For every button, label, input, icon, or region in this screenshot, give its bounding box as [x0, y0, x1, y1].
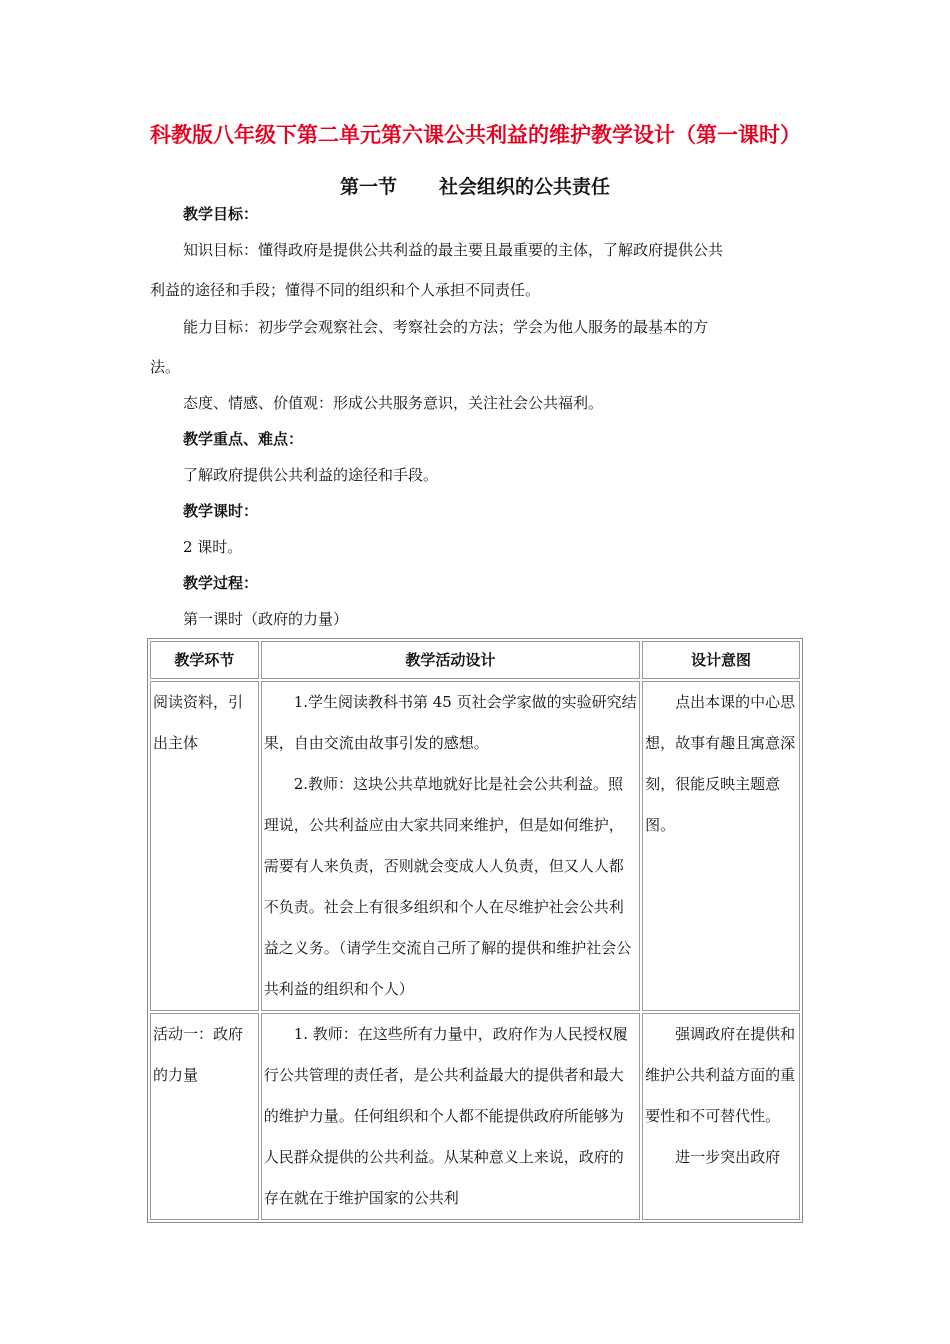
first-lesson-label: 第一课时（政府的力量） [183, 610, 349, 628]
knowledge-objective-line2: 利益的途径和手段；懂得不同的组织和个人承担不同责任。 [150, 281, 541, 299]
stage-cell [150, 1013, 259, 1220]
section-number: 第一节 [339, 176, 397, 198]
attitude-objective: 态度、情感、价值观：形成公共服务意识，关注社会公共福利。 [183, 394, 604, 412]
document-title: 科教版八年级下第二单元第六课公共利益的维护教学设计（第一课时） [150, 123, 801, 147]
activity-cell [261, 1013, 640, 1220]
activity-paragraph: 2.教师：这块公共草地就好比是社会公共利益。照理说，公共利益应由大家共同来维护，但是如何维护，需要有人来负责，否则就会变成人人负责，但又人人都不负责。社会上有很多组织和个人在尽维护社会公共利益之义务。（请学生交流自己所了解的提供和维护社会公共利益的组织和个人） [263, 775, 632, 998]
stage-text: 活动一：政府的力量 [153, 1025, 244, 1084]
header-stage: 教学环节 [150, 641, 259, 679]
objectives-heading: 教学目标： [183, 205, 259, 223]
header-activity: 教学活动设计 [261, 641, 640, 679]
intent-cell [642, 1013, 800, 1220]
hours-text: 2 课时。 [183, 538, 243, 556]
section-title: 社会组织的公共责任 [439, 176, 611, 198]
section-heading [150, 174, 800, 200]
intent-cell [642, 681, 800, 1011]
table-row [150, 681, 800, 1011]
keypoints-text: 了解政府提供公共利益的途径和手段。 [183, 466, 439, 484]
activity-cell [261, 681, 640, 1011]
table-header-row [150, 641, 800, 679]
activity-paragraph: 1.学生阅读教科书第 45 页社会学家做的实验研究结果，自由交流由故事引发的感想。 [263, 693, 637, 752]
header-intent: 设计意图 [642, 641, 800, 679]
stage-cell [150, 681, 259, 1011]
intent-paragraph: 进一步突出政府 [675, 1148, 781, 1166]
lesson-table [147, 638, 803, 1223]
table-row [150, 1013, 800, 1220]
intent-paragraph: 强调政府在提供和维护公共利益方面的重要性和不可替代性。 [645, 1025, 796, 1125]
intent-paragraph: 点出本课的中心思想，故事有趣且寓意深刻，很能反映主题意图。 [645, 693, 796, 834]
stage-text: 阅读资料，引出主体 [153, 693, 244, 752]
keypoints-heading: 教学重点、难点： [183, 430, 304, 448]
ability-objective-line2: 法。 [150, 358, 181, 376]
knowledge-objective-line1: 知识目标：懂得政府是提供公共利益的最主要且最重要的主体，了解政府提供公共 [183, 241, 724, 259]
process-heading: 教学过程： [183, 574, 259, 592]
hours-heading: 教学课时： [183, 502, 259, 520]
activity-paragraph: 1. 教师：在这些所有力量中，政府作为人民授权履行公共管理的责任者，是公共利益最大的提供者和最大的维护力量。任何组织和个人都不能提供政府所能够为人民群众提供的公共利益。从某种意义上来说，政府的存在就在于维护国家的公共利 [263, 1025, 628, 1207]
ability-objective-line1: 能力目标：初步学会观察社会、考察社会的方法；学会为他人服务的最基本的方 [183, 318, 709, 336]
